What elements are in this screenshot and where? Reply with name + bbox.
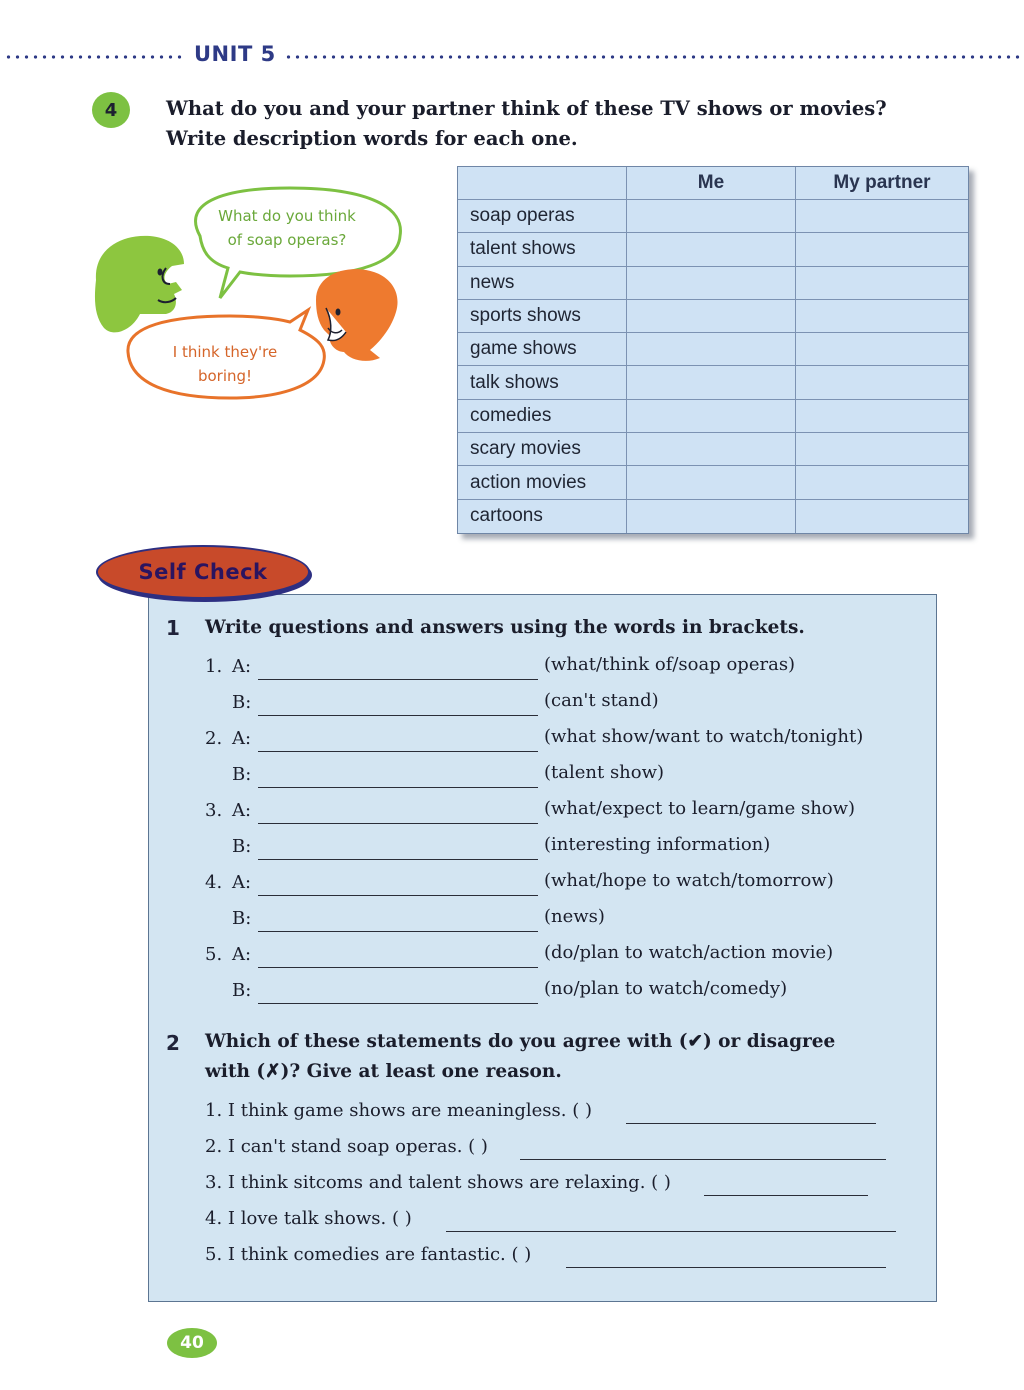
table-row-label: cartoons	[458, 500, 627, 533]
q2-statement: 1. I think game shows are meaningless. ( )	[205, 1100, 592, 1121]
speech-top-line-2: of soap operas?	[227, 231, 347, 249]
q1-item-number: 5.	[205, 944, 223, 965]
q2-title-line-2: with (✗)? Give at least one reason.	[205, 1061, 562, 1082]
q1-a-answer-line[interactable]	[258, 967, 538, 968]
table-cell-partner[interactable]	[796, 500, 968, 533]
q1-item-number: 3.	[205, 800, 223, 821]
table-row-label: game shows	[458, 333, 627, 366]
speech-bottom-line-2: boring!	[197, 367, 253, 385]
table-cell-me[interactable]	[627, 433, 796, 466]
q1-item-number: 1.	[205, 656, 223, 677]
speech-top-text	[192, 204, 382, 252]
page-number: 40	[167, 1328, 217, 1358]
q1-a-hint: (what/expect to learn/game show)	[544, 798, 856, 819]
table-row-label: talent shows	[458, 233, 627, 266]
q1-a-label: A:	[232, 872, 252, 893]
tv-shows-table	[457, 166, 969, 534]
q1-number: 1	[166, 616, 180, 640]
q1-b-hint: (can't stand)	[544, 690, 659, 711]
q2-statement: 4. I love talk shows. ( )	[205, 1208, 412, 1229]
instruction-line-2: Write description words for each one.	[166, 127, 578, 150]
speech-bottom-line-1: I think they're	[172, 343, 278, 361]
q1-a-answer-line[interactable]	[258, 679, 538, 680]
table-row-label: soap operas	[458, 200, 627, 233]
q1-a-hint: (do/plan to watch/action movie)	[544, 942, 834, 963]
table-cell-partner[interactable]	[796, 466, 968, 499]
q1-a-hint: (what/hope to watch/tomorrow)	[544, 870, 834, 891]
table-cell-partner[interactable]	[796, 400, 968, 433]
q1-b-answer-line[interactable]	[258, 787, 538, 788]
orange-person-icon	[316, 269, 398, 361]
table-header-empty	[458, 167, 627, 200]
q1-a-label: A:	[232, 944, 252, 965]
q2-statement: 2. I can't stand soap operas. ( )	[205, 1136, 488, 1157]
q2-title-line-1: Which of these statements do you agree with (✔) or disagree	[205, 1031, 836, 1052]
q1-b-answer-line[interactable]	[258, 859, 538, 860]
q1-b-label: B:	[232, 980, 252, 1001]
table-cell-me[interactable]	[627, 400, 796, 433]
speech-top-line-1: What do you think	[218, 207, 356, 225]
q2-reason-line[interactable]	[566, 1267, 886, 1268]
q1-b-hint: (no/plan to watch/comedy)	[544, 978, 788, 999]
q1-a-hint: (what show/want to watch/tonight)	[544, 726, 864, 747]
q1-b-answer-line[interactable]	[258, 1003, 538, 1004]
table-cell-partner[interactable]	[796, 233, 968, 266]
unit-title: UNIT 5	[194, 42, 276, 66]
table-row-label: action movies	[458, 466, 627, 499]
table-header-partner: My partner	[796, 167, 968, 200]
table-cell-me[interactable]	[627, 233, 796, 266]
q1-b-label: B:	[232, 764, 252, 785]
table-row-label: scary movies	[458, 433, 627, 466]
table-header-me: Me	[627, 167, 796, 200]
table-cell-me[interactable]	[627, 333, 796, 366]
q1-item-number: 2.	[205, 728, 223, 749]
table-row-label: news	[458, 267, 627, 300]
q1-b-hint: (talent show)	[544, 762, 665, 783]
q1-b-answer-line[interactable]	[258, 931, 538, 932]
q1-a-answer-line[interactable]	[258, 895, 538, 896]
table-cell-me[interactable]	[627, 466, 796, 499]
table-row-label: sports shows	[458, 300, 627, 333]
q1-a-label: A:	[232, 728, 252, 749]
q1-b-label: B:	[232, 908, 252, 929]
q2-reason-line[interactable]	[626, 1123, 876, 1124]
instruction-line-1: What do you and your partner think of these TV shows or movies?	[166, 97, 887, 120]
table-cell-partner[interactable]	[796, 267, 968, 300]
q2-title	[205, 1027, 835, 1087]
activity-number-badge: 4	[92, 92, 130, 128]
q1-a-hint: (what/think of/soap operas)	[544, 654, 796, 675]
activity-instruction	[166, 94, 887, 154]
table-cell-partner[interactable]	[796, 433, 968, 466]
table-cell-partner[interactable]	[796, 366, 968, 399]
table-cell-me[interactable]	[627, 267, 796, 300]
q2-reason-line[interactable]	[520, 1159, 886, 1160]
q1-b-label: B:	[232, 836, 252, 857]
table-cell-partner[interactable]	[796, 200, 968, 233]
speech-bottom-text	[140, 340, 310, 388]
q1-a-answer-line[interactable]	[258, 823, 538, 824]
q1-b-label: B:	[232, 692, 252, 713]
table-row-label: talk shows	[458, 366, 627, 399]
q1-b-answer-line[interactable]	[258, 715, 538, 716]
table-row-label: comedies	[458, 400, 627, 433]
table-cell-me[interactable]	[627, 366, 796, 399]
q2-statement: 3. I think sitcoms and talent shows are relaxing. ( )	[205, 1172, 671, 1193]
table-cell-me[interactable]	[627, 300, 796, 333]
q1-title: Write questions and answers using the words in brackets.	[205, 617, 805, 638]
table-cell-partner[interactable]	[796, 300, 968, 333]
q1-item-number: 4.	[205, 872, 223, 893]
green-person-icon	[95, 236, 184, 333]
q1-b-hint: (interesting information)	[544, 834, 771, 855]
q2-reason-line[interactable]	[446, 1231, 896, 1232]
q2-statement: 5. I think comedies are fantastic. ( )	[205, 1244, 532, 1265]
table-cell-partner[interactable]	[796, 333, 968, 366]
q2-number: 2	[166, 1031, 180, 1055]
q1-a-answer-line[interactable]	[258, 751, 538, 752]
q1-a-label: A:	[232, 656, 252, 677]
self-check-label: Self Check	[96, 545, 310, 599]
table-cell-me[interactable]	[627, 500, 796, 533]
q1-b-hint: (news)	[544, 906, 605, 927]
q2-reason-line[interactable]	[704, 1195, 868, 1196]
header-dots-left	[4, 54, 182, 60]
q1-a-label: A:	[232, 800, 252, 821]
table-cell-me[interactable]	[627, 200, 796, 233]
header-dots-right	[284, 54, 1020, 60]
